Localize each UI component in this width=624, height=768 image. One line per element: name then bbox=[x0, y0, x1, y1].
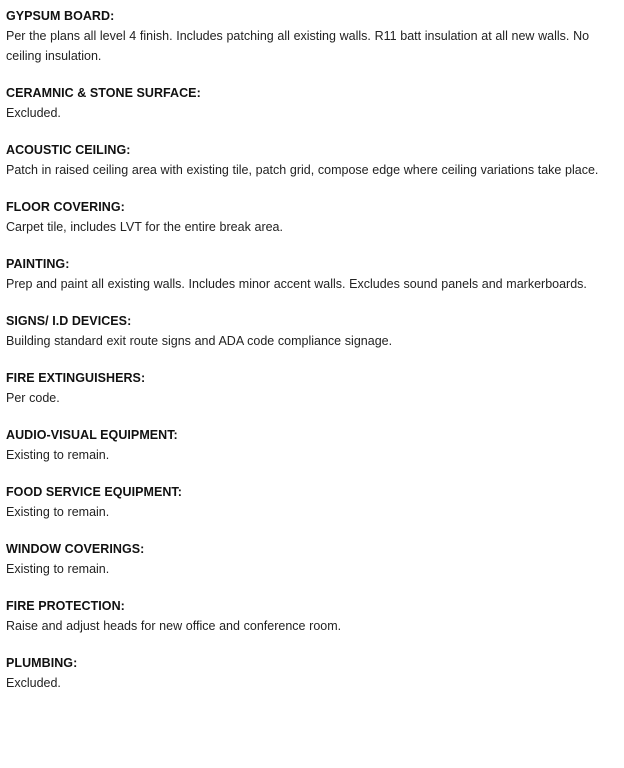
section-body: Existing to remain. bbox=[6, 448, 110, 462]
section-body: Per code. bbox=[6, 391, 60, 405]
section-body: Carpet tile, includes LVT for the entire break area. bbox=[6, 220, 283, 234]
section-heading: SIGNS/ I.D DEVICES: bbox=[6, 314, 132, 328]
section-body: Building standard exit route signs and ADA code compliance signage. bbox=[6, 334, 393, 348]
section-heading: PLUMBING: bbox=[6, 656, 78, 670]
section-food-service-equipment bbox=[6, 484, 624, 522]
section-heading: CERAMNIC & STONE SURFACE: bbox=[6, 86, 201, 100]
section-body: Excluded. bbox=[6, 106, 61, 120]
section-acoustic-ceiling bbox=[6, 142, 624, 180]
section-ceramic-stone-surface bbox=[6, 85, 624, 123]
section-heading: AUDIO-VISUAL EQUIPMENT: bbox=[6, 428, 178, 442]
section-heading: FLOOR COVERING: bbox=[6, 200, 125, 214]
section-body: Raise and adjust heads for new office and conference room. bbox=[6, 619, 342, 633]
section-heading: PAINTING: bbox=[6, 257, 70, 271]
section-gypsum-board bbox=[6, 8, 624, 66]
section-fire-extinguishers bbox=[6, 370, 624, 408]
section-painting bbox=[6, 256, 624, 294]
section-heading: ACOUSTIC CEILING: bbox=[6, 143, 131, 157]
section-body: Existing to remain. bbox=[6, 562, 110, 576]
section-fire-protection bbox=[6, 598, 624, 636]
section-heading: GYPSUM BOARD: bbox=[6, 9, 115, 23]
section-plumbing bbox=[6, 655, 624, 693]
section-heading: FIRE PROTECTION: bbox=[6, 599, 125, 613]
section-body: Existing to remain. bbox=[6, 505, 110, 519]
section-signs-id-devices bbox=[6, 313, 624, 351]
section-heading: WINDOW COVERINGS: bbox=[6, 542, 145, 556]
section-heading: FIRE EXTINGUISHERS: bbox=[6, 371, 146, 385]
section-body: Per the plans all level 4 finish. Includes patching all existing walls. R11 batt insulation at all new walls. No ceiling insulation. bbox=[6, 29, 590, 63]
section-body: Patch in raised ceiling area with existing tile, patch grid, compose edge where ceiling variations take place. bbox=[6, 163, 599, 177]
section-body: Prep and paint all existing walls. Includes minor accent walls. Excludes sound panels and markerboards. bbox=[6, 277, 587, 291]
section-audio-visual-equipment bbox=[6, 427, 624, 465]
section-window-coverings bbox=[6, 541, 624, 579]
section-floor-covering bbox=[6, 199, 624, 237]
section-heading: FOOD SERVICE EQUIPMENT: bbox=[6, 485, 182, 499]
section-body: Excluded. bbox=[6, 676, 61, 690]
